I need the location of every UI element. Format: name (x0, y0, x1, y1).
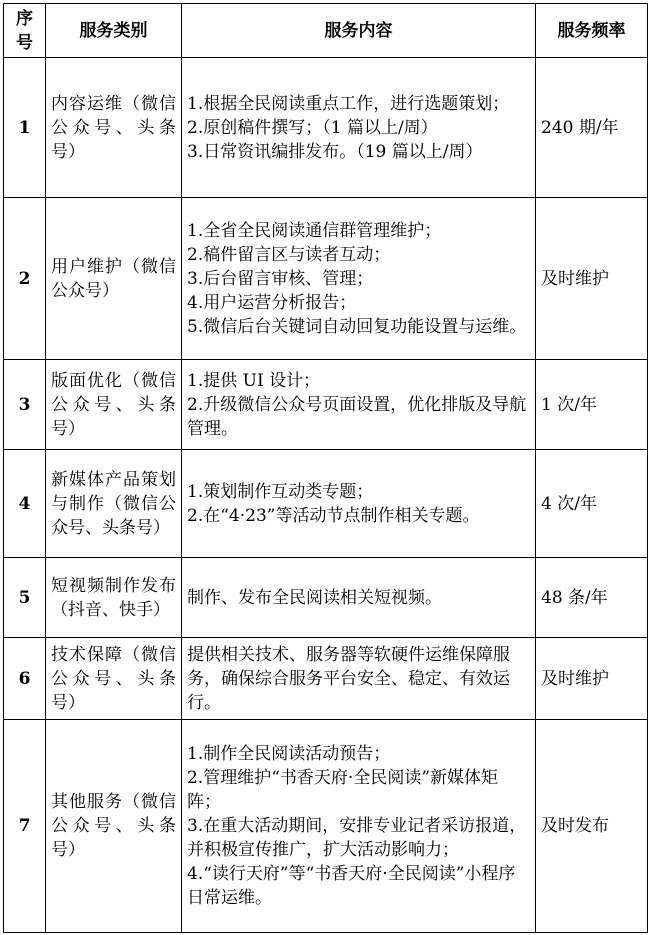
content-line: 提供相关技术、服务器等软硬件运维保障服务，确保综合服务平台安全、稳定、有效运行。 (187, 644, 510, 713)
row-frequency: 4 次/年 (536, 450, 648, 558)
table-row (4, 450, 648, 558)
row-category: 版面优化（微信公众号、头条号） (46, 360, 182, 450)
row-content (182, 198, 536, 360)
table-row (4, 58, 648, 198)
content-line: 制作、发布全民阅读相关短视频。 (187, 587, 442, 608)
table-row (4, 720, 648, 933)
row-content (182, 450, 536, 558)
table-row (4, 360, 648, 450)
table-row (4, 558, 648, 638)
header-category: 服务类别 (46, 4, 182, 58)
content-line: 2.管理维护“书香天府·全民阅读”新媒体矩阵； (187, 768, 499, 812)
row-content (182, 58, 536, 198)
row-category: 用户维护（微信公众号） (46, 198, 182, 360)
row-category: 内容运维（微信公众号、头条号） (46, 58, 182, 198)
row-seq: 1 (4, 58, 46, 198)
content-line: 2.稿件留言区与读者互动； (187, 244, 391, 265)
row-seq: 7 (4, 720, 46, 933)
row-content (182, 360, 536, 450)
row-seq: 4 (4, 450, 46, 558)
row-frequency: 及时发布 (536, 720, 648, 933)
content-line: 1.全省全民阅读通信群管理维护； (187, 220, 442, 241)
row-seq: 3 (4, 360, 46, 450)
row-content (182, 638, 536, 720)
row-category: 技术保障（微信公众号、头条号） (46, 638, 182, 720)
content-line: 1.策划制作互动类专题； (187, 481, 374, 502)
content-line: 3.后台留言审核、管理； (187, 268, 374, 289)
content-line: 3.日常资讯编排发布。（19 篇以上/周） (187, 141, 483, 162)
content-line: 3.在重大活动期间，安排专业记者采访报道，并积极宣传推广，扩大活动影响力； (187, 816, 527, 860)
content-line: 4.“读行天府”等“书香天府·全民阅读”小程序日常运维。 (187, 864, 516, 908)
row-frequency: 1 次/年 (536, 360, 648, 450)
row-seq: 5 (4, 558, 46, 638)
table-row (4, 198, 648, 360)
table-row (4, 638, 648, 720)
content-line: 1.提供 UI 设计； (187, 370, 321, 391)
row-category: 新媒体产品策划与制作（微信公众号、头条号） (46, 450, 182, 558)
row-category: 其他服务（微信公众号、头条号） (46, 720, 182, 933)
row-category: 短视频制作发布（抖音、快手） (46, 558, 182, 638)
content-line: 5.微信后台关键词自动回复功能设置与运维。 (187, 316, 527, 337)
row-frequency: 及时维护 (536, 638, 648, 720)
row-frequency: 48 条/年 (536, 558, 648, 638)
content-line: 2.原创稿件撰写；（1 篇以上/周） (187, 117, 438, 138)
row-seq: 2 (4, 198, 46, 360)
header-content: 服务内容 (182, 4, 536, 58)
table-header-row (4, 4, 648, 58)
header-frequency: 服务频率 (536, 4, 648, 58)
content-line: 2.在“4·23”等活动节点制作相关专题。 (187, 505, 480, 526)
header-seq: 序号 (4, 4, 46, 58)
row-frequency: 240 期/年 (536, 58, 648, 198)
content-line: 1.根据全民阅读重点工作，进行选题策划； (187, 93, 510, 114)
service-table (3, 3, 648, 933)
content-line: 1.制作全民阅读活动预告； (187, 744, 391, 764)
content-line: 4.用户运营分析报告； (187, 292, 357, 313)
row-seq: 6 (4, 638, 46, 720)
row-frequency: 及时维护 (536, 198, 648, 360)
row-content (182, 558, 536, 638)
row-content (182, 720, 536, 933)
content-line: 2.升级微信公众号页面设置，优化排版及导航管理。 (187, 394, 527, 439)
